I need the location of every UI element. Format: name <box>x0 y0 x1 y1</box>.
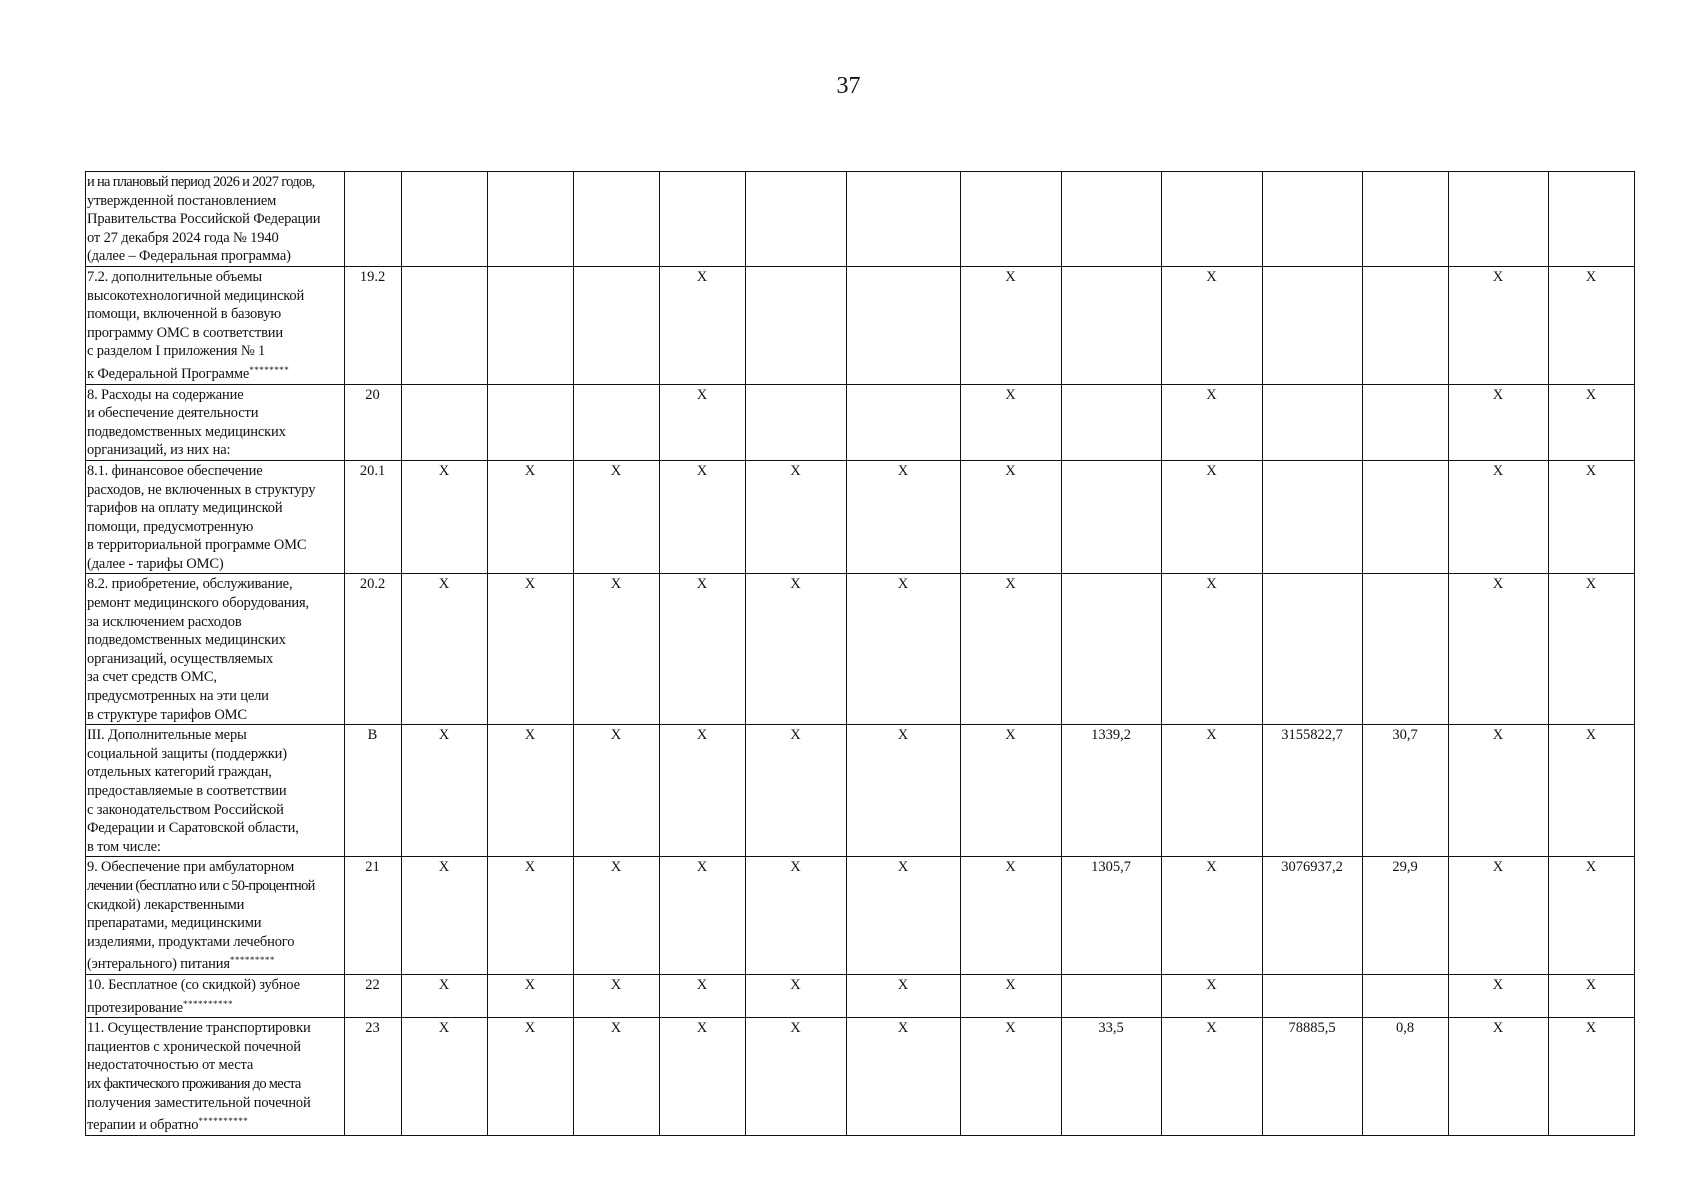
row-name-line: социальной защиты (поддержки) <box>87 745 287 762</box>
table-cell: Х <box>1162 857 1263 975</box>
table-cell: Х <box>746 857 847 975</box>
table-cell <box>1363 172 1449 267</box>
row-name-line: подведомственных медицинских <box>87 423 286 440</box>
row-name-line: помощи, предусмотренную <box>87 518 254 535</box>
table-cell: Х <box>574 574 660 725</box>
table-cell <box>847 384 961 460</box>
table-cell: 29,9 <box>1363 857 1449 975</box>
table-cell: Х <box>961 974 1062 1017</box>
table-cell <box>1263 384 1363 460</box>
table-cell: Х <box>660 460 746 574</box>
table-cell: Х <box>746 1018 847 1136</box>
table-cell: Х <box>746 725 847 857</box>
row-code-cell: 19.2 <box>345 266 402 384</box>
row-name-line: (далее - тарифы ОМС) <box>87 555 224 572</box>
row-name-line: пациентов с хронической почечной <box>87 1038 301 1055</box>
table-cell: Х <box>1449 725 1549 857</box>
table-cell: Х <box>660 384 746 460</box>
table-row <box>86 172 1635 267</box>
row-name-line: в территориальной программе ОМС <box>87 537 307 554</box>
table-cell <box>574 172 660 267</box>
table-cell: Х <box>1162 266 1263 384</box>
table-cell <box>402 266 488 384</box>
table-cell <box>1363 384 1449 460</box>
row-name-line: (энтерального) питания********* <box>87 955 275 973</box>
table-cell: Х <box>1549 725 1635 857</box>
table-cell: 0,8 <box>1363 1018 1449 1136</box>
table-cell <box>1363 460 1449 574</box>
table-row <box>86 974 1635 1017</box>
row-code-cell: 20.2 <box>345 574 402 725</box>
table-cell: 3155822,7 <box>1263 725 1363 857</box>
table-cell <box>574 384 660 460</box>
table-cell: Х <box>1162 974 1263 1017</box>
row-name-line: протезирование********** <box>87 998 233 1016</box>
table-cell <box>1263 172 1363 267</box>
row-name-line: предусмотренных на эти цели <box>87 688 269 705</box>
table-cell: Х <box>1449 266 1549 384</box>
footnote-marker: ********** <box>198 1116 249 1127</box>
page-number: 37 <box>836 73 861 99</box>
table-cell <box>1363 974 1449 1017</box>
row-name-line: и обеспечение деятельности <box>87 405 259 422</box>
table-cell: Х <box>574 460 660 574</box>
table-cell <box>746 172 847 267</box>
table-cell <box>1062 974 1162 1017</box>
table-cell: Х <box>1162 384 1263 460</box>
row-name-cell <box>86 974 345 1017</box>
table-cell: Х <box>660 857 746 975</box>
row-code-cell: 20 <box>345 384 402 460</box>
table-cell: 33,5 <box>1062 1018 1162 1136</box>
table-cell <box>402 384 488 460</box>
row-name-line: 8.2. приобретение, обслуживание, <box>87 576 293 593</box>
table-cell: 3076937,2 <box>1263 857 1363 975</box>
table-cell <box>488 172 574 267</box>
table-row <box>86 1018 1635 1136</box>
row-code-cell: 23 <box>345 1018 402 1136</box>
row-name-line: ремонт медицинского оборудования, <box>87 595 309 612</box>
table-cell <box>1062 384 1162 460</box>
row-name-line: III. Дополнительные меры <box>87 727 247 744</box>
table-cell: Х <box>488 574 574 725</box>
row-code-cell <box>345 172 402 267</box>
row-name-cell <box>86 1018 345 1136</box>
row-code-cell: 20.1 <box>345 460 402 574</box>
row-code-cell: В <box>345 725 402 857</box>
table-cell: Х <box>1549 857 1635 975</box>
footnote-marker: ********* <box>229 955 275 966</box>
table-cell: Х <box>847 460 961 574</box>
table-cell: Х <box>402 1018 488 1136</box>
table-cell: Х <box>488 460 574 574</box>
table-cell: Х <box>1449 460 1549 574</box>
table-cell: Х <box>660 266 746 384</box>
table-cell <box>746 266 847 384</box>
row-name-line: высокотехнологичной медицинской <box>87 287 305 304</box>
row-name-line: предоставляемые в соответствии <box>87 783 287 799</box>
table-cell <box>1449 172 1549 267</box>
table-cell: 1339,2 <box>1062 725 1162 857</box>
table-cell: 78885,5 <box>1263 1018 1363 1136</box>
footnote-marker: ********** <box>182 998 233 1009</box>
row-name-line: программу ОМС в соответствии <box>87 324 283 341</box>
row-name-line: помощи, включенной в базовую <box>87 306 282 323</box>
table-cell <box>1062 172 1162 267</box>
table-cell: Х <box>1549 266 1635 384</box>
table-cell: Х <box>660 574 746 725</box>
table-cell: Х <box>574 1018 660 1136</box>
table-cell <box>1263 460 1363 574</box>
row-name-line: недостаточностью от места <box>87 1057 254 1074</box>
table-cell: Х <box>1549 384 1635 460</box>
row-name-line: тарифов на оплату медицинской <box>87 500 283 517</box>
row-name-line: их фактического проживания до места <box>87 1075 301 1092</box>
table-cell: Х <box>746 460 847 574</box>
table-cell: Х <box>660 1018 746 1136</box>
row-name-line: за исключением расходов <box>87 613 242 630</box>
table-row <box>86 725 1635 857</box>
row-name-line: (далее – Федеральная программа) <box>87 248 291 265</box>
row-name-line: расходов, не включенных в структуру <box>87 481 316 498</box>
row-name-cell <box>86 266 345 384</box>
table-cell <box>402 172 488 267</box>
table-cell: Х <box>961 1018 1062 1136</box>
row-name-line: препаратами, медицинскими <box>87 915 262 932</box>
row-name-line: отдельных категорий граждан, <box>87 764 272 781</box>
table-cell: Х <box>847 574 961 725</box>
table-row <box>86 857 1635 975</box>
row-name-line: с законодательством Российской <box>87 801 284 818</box>
row-name-line: изделиями, продуктами лечебного <box>87 933 295 950</box>
table-cell: Х <box>1449 1018 1549 1136</box>
table-cell: Х <box>1162 725 1263 857</box>
row-name-line: получения заместительной почечной <box>87 1094 311 1111</box>
row-name-line: в структуре тарифов ОМС <box>87 706 247 723</box>
table-cell: 30,7 <box>1363 725 1449 857</box>
row-name-line: 7.2. дополнительные объемы <box>87 268 262 285</box>
table-cell: Х <box>1549 574 1635 725</box>
row-name-line: скидкой) лекарственными <box>87 896 245 913</box>
row-name-line: терапии и обратно********** <box>87 1116 249 1134</box>
table-cell: Х <box>847 1018 961 1136</box>
table-cell <box>1363 574 1449 725</box>
row-name-line: Федерации и Саратовской области, <box>87 820 299 837</box>
row-name-line: с разделом I приложения № 1 <box>87 343 266 360</box>
table-cell: Х <box>961 460 1062 574</box>
row-name-line: лечении (бесплатно или с 50-процентной <box>87 877 315 894</box>
table-cell: Х <box>1449 974 1549 1017</box>
row-name-line: 8.1. финансовое обеспечение <box>87 462 263 479</box>
table-cell <box>660 172 746 267</box>
table-body <box>86 172 1635 1136</box>
table-cell: Х <box>961 725 1062 857</box>
table-row <box>86 384 1635 460</box>
row-name-line: и на плановый период 2026 и 2027 годов, <box>87 174 315 190</box>
table-cell: Х <box>961 266 1062 384</box>
row-name-line: организаций, осуществляемых <box>87 650 274 667</box>
table-cell <box>1062 266 1162 384</box>
row-name-line: от 27 декабря 2024 года № 1940 <box>87 229 279 246</box>
table-cell <box>488 384 574 460</box>
table-row <box>86 266 1635 384</box>
row-name-line: 8. Расходы на содержание <box>87 386 244 403</box>
table-cell: Х <box>488 857 574 975</box>
table-cell <box>1263 974 1363 1017</box>
row-name-line: 9. Обеспечение при амбулаторном <box>87 859 295 876</box>
row-name-line: к Федеральной Программе******** <box>87 364 290 382</box>
table-cell: Х <box>488 974 574 1017</box>
table-cell <box>488 266 574 384</box>
table-cell: Х <box>961 384 1062 460</box>
footnote-marker: ******** <box>249 364 290 375</box>
row-name-line: в том числе: <box>87 838 161 855</box>
table-cell <box>1363 266 1449 384</box>
table-cell: Х <box>574 974 660 1017</box>
table-cell <box>1162 172 1263 267</box>
table-row <box>86 574 1635 725</box>
row-name-line: Правительства Российской Федерации <box>87 211 321 228</box>
table-row <box>86 460 1635 574</box>
table-cell: Х <box>961 574 1062 725</box>
table-cell <box>1062 574 1162 725</box>
row-name-cell <box>86 460 345 574</box>
row-name-cell <box>86 725 345 857</box>
row-code-cell: 21 <box>345 857 402 975</box>
table-cell: Х <box>402 574 488 725</box>
table-cell: Х <box>402 857 488 975</box>
row-name-line: за счет средств ОМС, <box>87 669 217 686</box>
row-name-line: утвержденной постановлением <box>87 192 277 209</box>
row-name-cell <box>86 574 345 725</box>
data-table <box>85 171 1635 1136</box>
table-cell <box>847 172 961 267</box>
table-cell: Х <box>574 725 660 857</box>
row-name-line: 10. Бесплатное (со скидкой) зубное <box>87 976 300 993</box>
table-cell <box>961 172 1062 267</box>
row-name-cell <box>86 384 345 460</box>
table-cell: Х <box>746 974 847 1017</box>
table-cell: Х <box>1549 1018 1635 1136</box>
row-name-cell <box>86 172 345 267</box>
table-cell <box>1263 574 1363 725</box>
table-cell <box>847 266 961 384</box>
table-cell: Х <box>402 460 488 574</box>
row-code-cell: 22 <box>345 974 402 1017</box>
table-cell <box>574 266 660 384</box>
table-cell: Х <box>847 974 961 1017</box>
table-cell: Х <box>1449 574 1549 725</box>
table-cell: Х <box>660 974 746 1017</box>
table-cell: Х <box>402 725 488 857</box>
table-cell <box>1549 172 1635 267</box>
table-cell: 1305,7 <box>1062 857 1162 975</box>
table-cell: Х <box>1549 460 1635 574</box>
table-cell: Х <box>1162 1018 1263 1136</box>
row-name-line: организаций, из них на: <box>87 442 231 459</box>
table-cell: Х <box>488 1018 574 1136</box>
table-cell: Х <box>847 725 961 857</box>
table-cell: Х <box>402 974 488 1017</box>
table-cell: Х <box>1162 460 1263 574</box>
table-cell: Х <box>1549 974 1635 1017</box>
row-name-cell <box>86 857 345 975</box>
table-cell <box>746 384 847 460</box>
table-cell: Х <box>1449 384 1549 460</box>
table-cell: Х <box>961 857 1062 975</box>
table-cell: Х <box>1449 857 1549 975</box>
row-name-line: подведомственных медицинских <box>87 632 286 649</box>
row-name-line: 11. Осуществление транспортировки <box>87 1020 311 1037</box>
table-cell: Х <box>746 574 847 725</box>
table-cell: Х <box>488 725 574 857</box>
table-cell: Х <box>574 857 660 975</box>
table-cell <box>1062 460 1162 574</box>
table-cell: Х <box>1162 574 1263 725</box>
table-cell: Х <box>847 857 961 975</box>
table-cell <box>1263 266 1363 384</box>
table-cell: Х <box>660 725 746 857</box>
